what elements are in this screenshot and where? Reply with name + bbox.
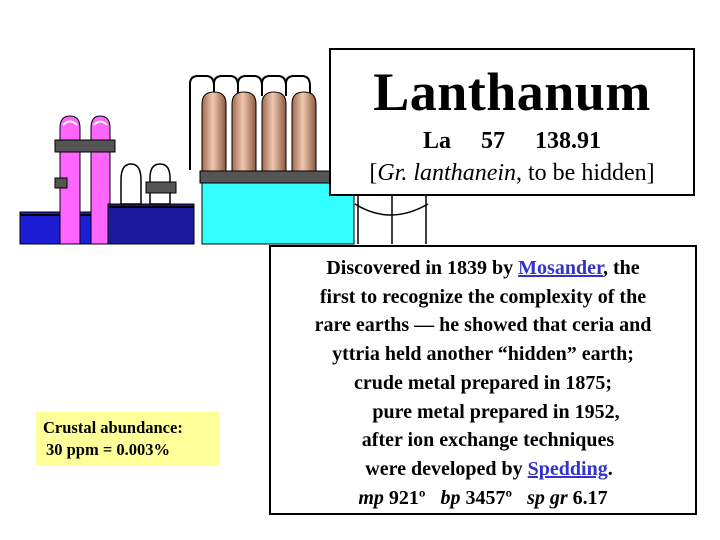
small-flasks — [121, 164, 176, 204]
crustal-abundance-label: Crustal abundance: — [43, 418, 183, 437]
etymology — [331, 160, 693, 186]
specific-gravity-value: 6.17 — [572, 486, 608, 509]
etymology-open-bracket: [ — [369, 160, 378, 186]
description-line-1-text: Discovered in 1839 by — [326, 257, 519, 279]
melting-point-label: mp — [358, 486, 384, 509]
physical-properties — [271, 484, 695, 513]
description-line-8 — [271, 455, 695, 484]
description-line-2: first to recognize the complexity of the — [319, 285, 647, 308]
left-blue-tank — [20, 212, 92, 244]
description-line-7: after ion exchange techniques — [361, 429, 615, 452]
element-symbol: La — [422, 128, 451, 154]
description-line-3: rare earths — he showed that ceria and — [314, 314, 652, 337]
melting-point-value: 921º — [388, 486, 426, 509]
specific-gravity-label: sp gr — [527, 486, 568, 509]
description-line-5: crude metal prepared in 1875; — [353, 371, 613, 394]
crustal-abundance-value: 30 ppm = 0.003% — [46, 440, 170, 459]
element-title-box — [329, 48, 695, 196]
navy-tank — [108, 204, 194, 244]
description-line-6: pure metal prepared in 1952, — [372, 400, 620, 423]
description-line-8-text: were developed by — [365, 457, 528, 480]
element-name: Lanthanum — [373, 62, 651, 122]
support-legs — [355, 196, 428, 244]
crustal-abundance-box — [36, 412, 219, 466]
atomic-weight: 138.91 — [535, 128, 601, 154]
atomic-number: 57 — [481, 128, 505, 154]
description-line-1 — [271, 254, 695, 283]
boiling-point-label: bp — [440, 486, 461, 509]
mosander-link[interactable]: Mosander — [518, 257, 603, 279]
description-line-4: yttria held another “hidden” earth; — [332, 343, 634, 366]
description-line-8-tail: . — [607, 457, 613, 480]
discovery-description-box — [269, 245, 697, 515]
element-data-row — [331, 128, 693, 154]
etymology-source: Gr. lanthanein — [377, 160, 517, 186]
etymology-meaning: , to be hidden] — [516, 160, 655, 186]
description-line-1-tail: , the — [603, 257, 640, 279]
boiling-point-value: 3457º — [465, 486, 513, 509]
tan-cylinders — [202, 92, 316, 172]
spedding-link[interactable]: Spedding — [527, 457, 608, 480]
